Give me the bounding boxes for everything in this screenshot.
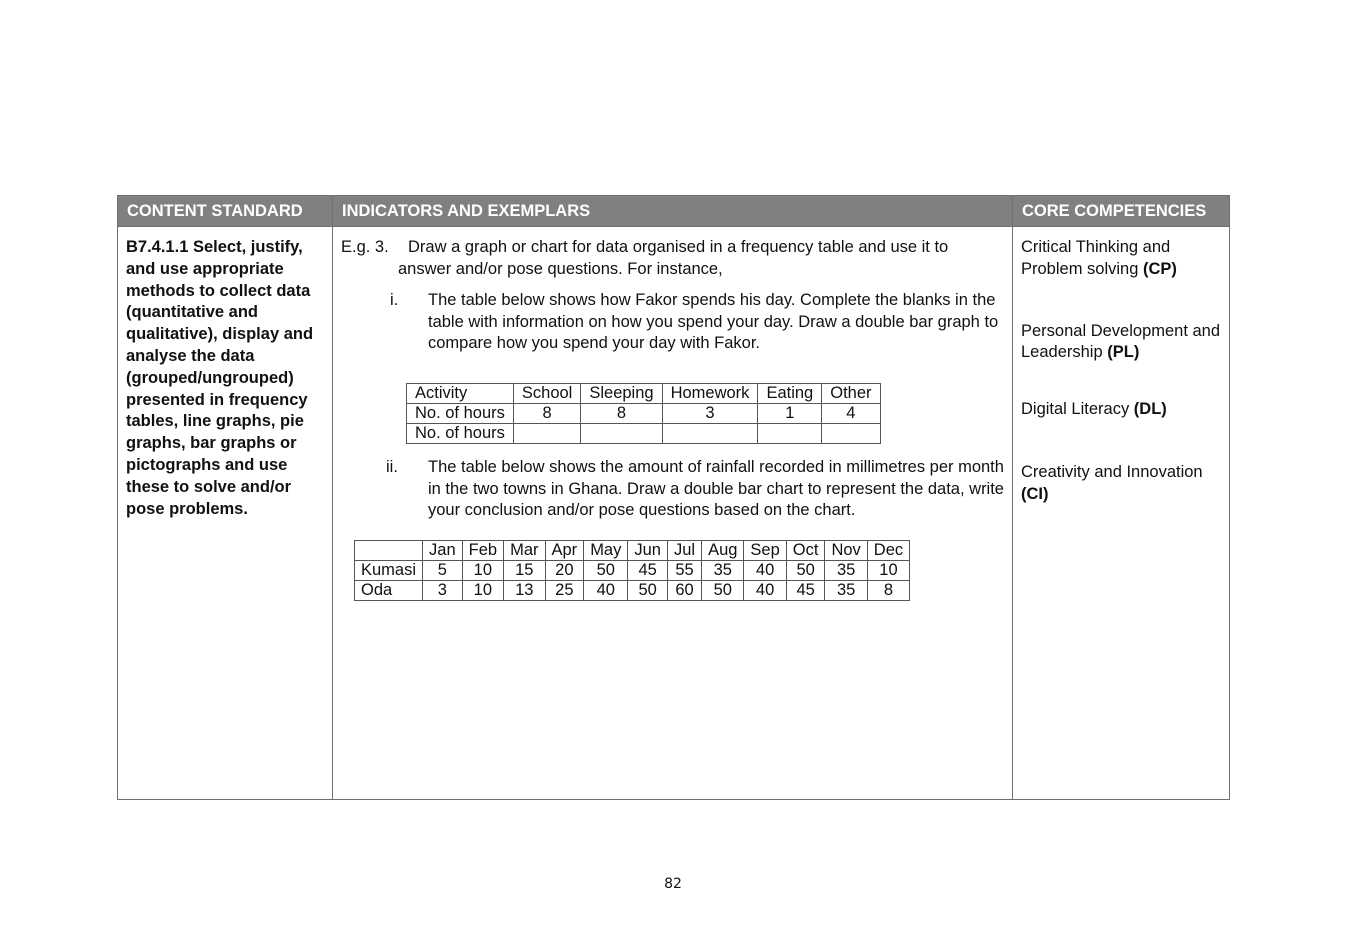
competency-code: (PL) [1107, 343, 1140, 362]
rainfall-table-cell: 40 [744, 561, 786, 581]
rainfall-table-cell: 45 [628, 561, 668, 581]
fakor-table-cell [822, 424, 880, 444]
exemplar-label: E.g. 3. [341, 238, 389, 256]
rainfall-table-header-cell [355, 541, 423, 561]
fakor-table-header-cell: Other [822, 384, 880, 404]
header-indicators: INDICATORS AND EXEMPLARS [333, 196, 1013, 227]
indicators-cell [333, 227, 1013, 800]
competency-text: Digital Literacy [1021, 400, 1134, 419]
rainfall-table-cell: 10 [462, 561, 503, 581]
rainfall-table-cell: 55 [667, 561, 701, 581]
item-ii-text: The table below shows the amount of rainfall recorded in millimetres per month in the two towns in Ghana. Draw a double bar chart to represent the data, write your conclusion and/or pose questions based on the chart. [428, 458, 1004, 520]
rainfall-table-header-cell: Feb [462, 541, 503, 561]
header-row [118, 196, 1230, 227]
rainfall-table [354, 540, 910, 601]
header-competencies: CORE COMPETENCIES [1013, 196, 1230, 227]
competency-text: Critical Thinking and Problem solving [1021, 238, 1171, 278]
rainfall-table-cell: 10 [462, 581, 503, 601]
rainfall-table-cell: 50 [786, 561, 825, 581]
rainfall-table-row [355, 561, 910, 581]
competency-code: (CP) [1142, 259, 1177, 278]
competency-code: (DL) [1133, 400, 1167, 419]
competency-item [1021, 462, 1221, 506]
fakor-table-header-cell: Eating [758, 384, 822, 404]
item-i-marker: i. [390, 291, 399, 309]
rainfall-table-cell: 35 [825, 581, 867, 601]
fakor-table-cell: 8 [513, 404, 580, 424]
rainfall-table-cell: 15 [504, 561, 545, 581]
fakor-table-cell [513, 424, 580, 444]
fakor-table [406, 383, 881, 444]
rainfall-table-header-cell: Nov [825, 541, 867, 561]
rainfall-table-header-cell: Mar [504, 541, 545, 561]
rainfall-table-cell: 40 [744, 581, 786, 601]
fakor-table-cell: No. of hours [407, 404, 514, 424]
competency-text: Creativity and Innovation [1021, 462, 1203, 481]
competency-item [1021, 321, 1221, 365]
exemplar-line-1: Draw a graph or chart for data organised in a frequency table and use it to [408, 238, 949, 256]
rainfall-table-cell: 50 [702, 581, 744, 601]
rainfall-table-header-cell: Sep [744, 541, 786, 561]
fakor-table-cell: 3 [662, 404, 758, 424]
fakor-table-row [407, 424, 881, 444]
rainfall-table-header-cell: Jun [628, 541, 668, 561]
rainfall-table-header-cell: Oct [786, 541, 825, 561]
competency-item [1021, 237, 1221, 281]
fakor-table-header-cell: Sleeping [581, 384, 662, 404]
fakor-table-header-row [407, 384, 881, 404]
content-standard-text: B7.4.1.1 Select, justify, and use appropriate methods to collect data (quantitative and qualitative), display and analyse the data (grouped/ungrouped) presented in frequency tables, line graphs, pie graphs, bar graphs or pictographs and use these to solve and/or pose problems. [126, 238, 314, 518]
page-number: 82 [664, 876, 682, 892]
fakor-table-cell: No. of hours [407, 424, 514, 444]
rainfall-table-cell: 50 [628, 581, 668, 601]
fakor-table-cell [758, 424, 822, 444]
rainfall-table-cell: 13 [504, 581, 545, 601]
rainfall-table-header-row [355, 541, 910, 561]
rainfall-table-cell: 50 [584, 561, 628, 581]
content-standard-cell [118, 227, 333, 800]
rainfall-table-row [355, 581, 910, 601]
competencies-cell [1013, 227, 1230, 800]
fakor-table-header-cell: Activity [407, 384, 514, 404]
fakor-table-cell [581, 424, 662, 444]
rainfall-table-cell: 8 [867, 581, 909, 601]
fakor-table-cell: 1 [758, 404, 822, 424]
competency-text: Personal Development and Leadership [1021, 321, 1221, 362]
rainfall-table-cell: 45 [786, 581, 825, 601]
rainfall-table-cell: 20 [545, 561, 584, 581]
fakor-table-header-cell: School [513, 384, 580, 404]
item-ii-marker: ii. [386, 458, 398, 476]
body-row [118, 227, 1230, 800]
rainfall-table-cell: 25 [545, 581, 584, 601]
rainfall-table-cell: 5 [423, 561, 463, 581]
fakor-table-cell: 8 [581, 404, 662, 424]
rainfall-table-header-cell: May [584, 541, 628, 561]
competency-code: (CI) [1021, 484, 1049, 503]
rainfall-table-header-cell: Aug [702, 541, 744, 561]
rainfall-table-cell: 60 [667, 581, 701, 601]
rainfall-table-cell: 35 [702, 561, 744, 581]
rainfall-table-cell: 3 [423, 581, 463, 601]
header-content-standard: CONTENT STANDARD [118, 196, 333, 227]
rainfall-table-cell: 10 [867, 561, 909, 581]
fakor-table-cell [662, 424, 758, 444]
rainfall-table-cell: 40 [584, 581, 628, 601]
rainfall-table-header-cell: Apr [545, 541, 584, 561]
competencies-list [1013, 227, 1229, 506]
rainfall-table-cell: Kumasi [355, 561, 423, 581]
curriculum-table [117, 195, 1230, 800]
fakor-table-header-cell: Homework [662, 384, 758, 404]
fakor-table-row [407, 404, 881, 424]
rainfall-table-header-cell: Jul [667, 541, 701, 561]
fakor-table-cell: 4 [822, 404, 880, 424]
rainfall-table-header-cell: Jan [423, 541, 463, 561]
exemplar-line-2: answer and/or pose questions. For instance, [398, 260, 723, 278]
rainfall-table-cell: 35 [825, 561, 867, 581]
competency-item [1021, 399, 1221, 421]
rainfall-table-header-cell: Dec [867, 541, 909, 561]
rainfall-table-cell: Oda [355, 581, 423, 601]
item-i-text: The table below shows how Fakor spends his day. Complete the blanks in the table with information on how you spend your day. Draw a double bar graph to compare how you spend your day with Fakor. [428, 291, 999, 353]
